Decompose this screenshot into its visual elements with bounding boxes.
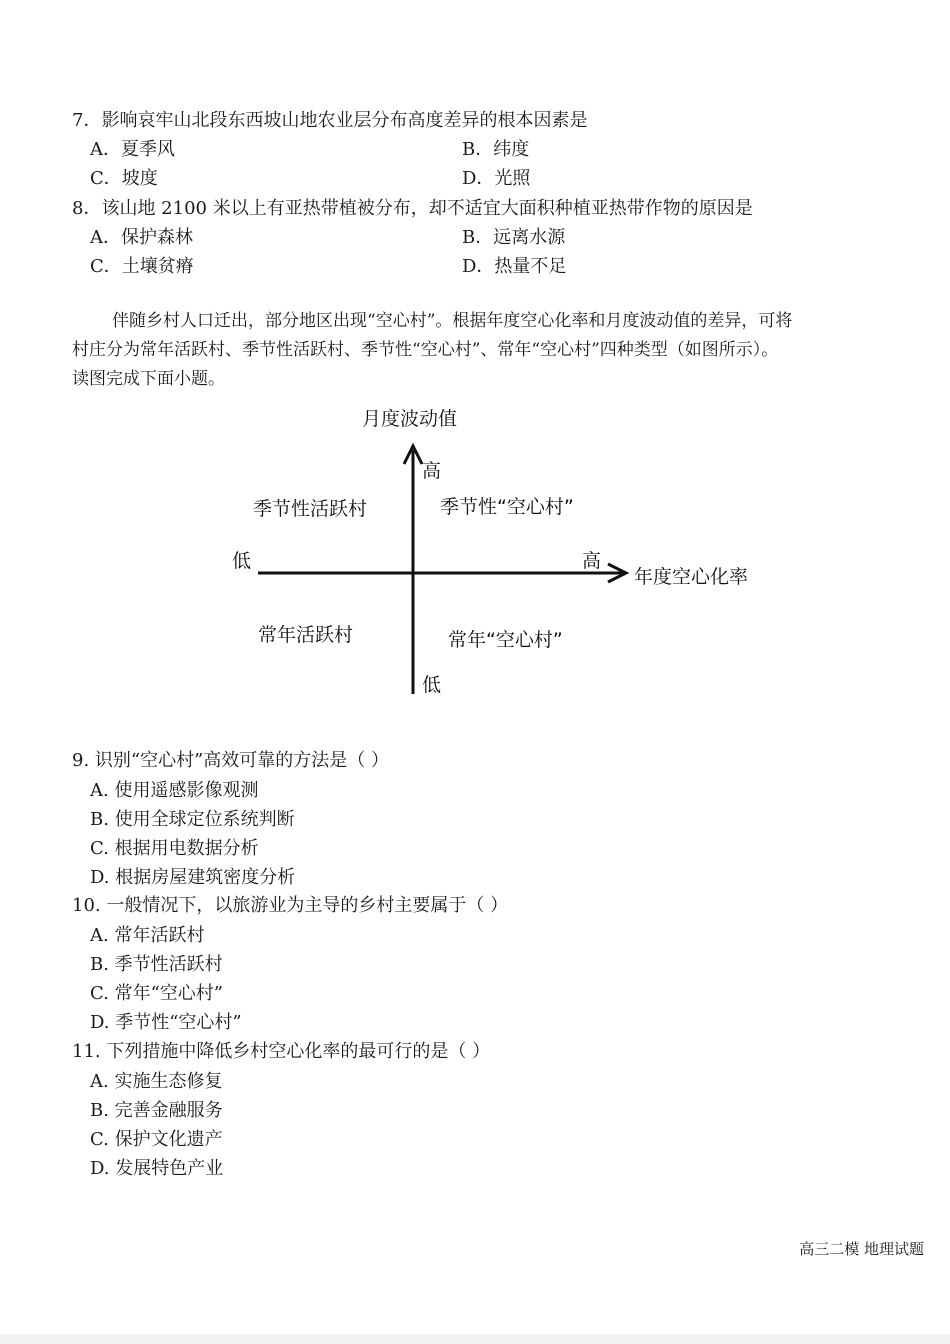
q7-option-b: B．纬度 [462,139,530,160]
q7-option-d: D．光照 [462,168,531,189]
q7-option-a: A．夏季风 [90,139,175,160]
q7-option-c: C．坡度 [90,168,158,189]
x-axis-title: 年度空心化率 [634,566,749,588]
q10-option-b: B. 季节性活跃村 [90,954,223,975]
page-bottom-edge [0,1334,950,1344]
quadrant-seasonal-hollow: 季节性“空心村” [440,496,574,518]
page-footer: 高三二模 地理试题 [799,1240,924,1258]
passage-line-1: 伴随乡村人口迁出，部分地区出现“空心村”。根据年度空心化率和月度波动值的差异，可将 [112,311,793,331]
q8-stem: 8．该山地 2100 米以上有亚热带植被分布，却不适宜大面积种植亚热带作物的原因是 [72,198,753,219]
q11-option-d: D. 发展特色产业 [90,1158,224,1179]
quadrant-perennial-hollow: 常年“空心村” [448,629,563,651]
q7-stem: 7．影响哀牢山北段东西坡山地农业层分布高度差异的根本因素是 [72,110,588,131]
passage-line-2: 村庄分为常年活跃村、季节性活跃村、季节性“空心村”、常年“空心村”四种类型（如图所示）。 [72,340,779,360]
q8-option-b: B．远离水源 [462,227,566,248]
q11-option-a: A. 实施生态修复 [90,1071,223,1092]
q10-option-a: A. 常年活跃村 [90,925,205,946]
y-low-label: 低 [422,674,442,696]
quadrant-seasonal-active: 季节性活跃村 [253,498,368,520]
q11-option-b: B. 完善金融服务 [90,1100,223,1121]
passage-line-3: 读图完成下面小题。 [72,369,225,389]
village-type-diagram [220,400,780,700]
q8-option-d: D．热量不足 [462,256,567,277]
y-high-label: 高 [422,460,442,482]
q8-option-a: A．保护森林 [90,227,193,248]
q9-option-b: B. 使用全球定位系统判断 [90,809,295,830]
q9-option-d: D. 根据房屋建筑密度分析 [90,867,296,888]
q8-option-c: C．土壤贫瘠 [90,256,194,277]
x-low-label: 低 [232,550,252,572]
q9-option-a: A. 使用遥感影像观测 [90,780,259,801]
passage [72,307,912,394]
q10-stem: 10. 一般情况下，以旅游业为主导的乡村主要属于（ ） [72,895,509,916]
q11-option-c: C. 保护文化遗产 [90,1129,223,1150]
q9-option-c: C. 根据用电数据分析 [90,838,259,859]
x-high-label: 高 [582,550,602,572]
q10-option-c: C. 常年“空心村” [90,983,223,1004]
y-axis-title: 月度波动值 [362,408,458,430]
axes-svg [220,400,780,700]
q10-option-d: D. 季节性“空心村” [90,1012,242,1033]
q11-stem: 11. 下列措施中降低乡村空心化率的最可行的是（ ） [72,1041,491,1062]
q9-stem: 9. 识别“空心村”高效可靠的方法是（ ） [72,750,390,771]
quadrant-perennial-active: 常年活跃村 [258,624,354,646]
